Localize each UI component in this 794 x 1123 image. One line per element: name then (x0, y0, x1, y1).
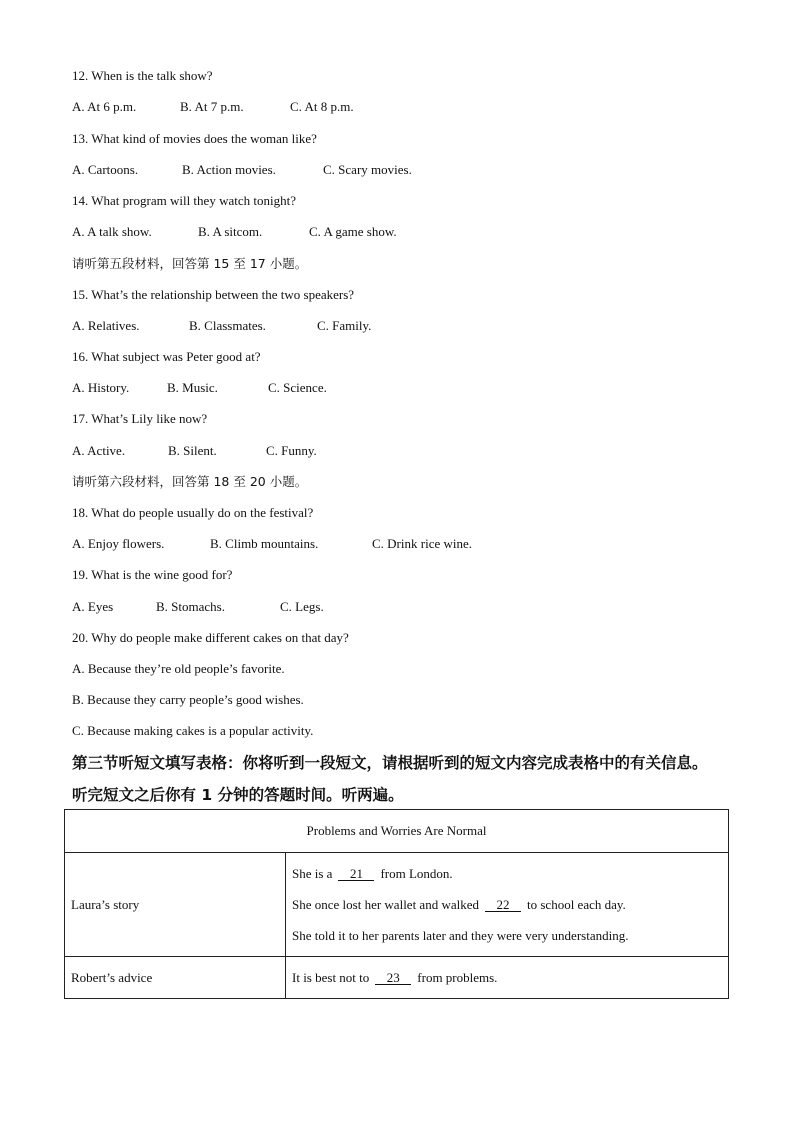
laura-line-2-post: to school each day. (527, 896, 626, 912)
options-14 (72, 224, 397, 240)
robert-line (292, 970, 722, 986)
option-16-a: A. History. (72, 380, 130, 395)
option-13-b: B. Action movies. (182, 162, 276, 177)
options-12 (72, 99, 354, 115)
option-18-a: A. Enjoy flowers. (72, 536, 165, 551)
question-18: 18. What do people usually do on the festival? (72, 505, 314, 520)
instruction-part6: 请听第六段材料，回答第 18 至 20 小题。 (72, 474, 308, 489)
option-12-c: C. At 8 p.m. (290, 99, 354, 114)
laura-line-1-text: She is a (292, 865, 333, 881)
option-14-a: A. A talk show. (72, 224, 152, 239)
option-19-b: B. Stomachs. (156, 599, 225, 614)
option-14-c: C. A game show. (309, 224, 397, 239)
laura-line-2-text: She once lost her wallet and walked (292, 896, 479, 912)
option-19-c: C. Legs. (280, 599, 324, 614)
options-13 (72, 162, 412, 178)
question-14: 14. What program will they watch tonight? (72, 193, 296, 208)
option-17-a: A. Active. (72, 443, 126, 458)
table-title: Problems and Worries Are Normal (65, 810, 729, 853)
question-16: 16. What subject was Peter good at? (72, 349, 261, 364)
options-17 (72, 443, 317, 459)
robert-details (286, 957, 729, 999)
story-table (64, 809, 729, 999)
section3-heading-line1: 第三节听短文填写表格：你将听到一段短文，请根据听到的短文内容完成表格中的有关信息。 (72, 754, 708, 772)
laura-label: Laura’s story (65, 853, 286, 957)
option-15-a: A. Relatives. (72, 318, 140, 333)
blank-23[interactable]: 23 (375, 971, 411, 985)
table-row-robert (65, 957, 729, 999)
option-15-c: C. Family. (317, 318, 372, 333)
robert-line-post: from problems. (417, 969, 498, 985)
question-17: 17. What’s Lily like now? (72, 411, 208, 426)
option-15-b: B. Classmates. (189, 318, 266, 333)
option-17-c: C. Funny. (266, 443, 317, 458)
option-16-c: C. Science. (268, 380, 327, 395)
laura-line-1 (292, 866, 722, 882)
blank-21[interactable]: 21 (338, 867, 374, 881)
question-20: 20. Why do people make different cakes on that day? (72, 630, 349, 645)
option-20-a: A. Because they’re old people’s favorite. (72, 661, 285, 676)
robert-line-text: It is best not to (292, 969, 370, 985)
option-12-a: A. At 6 p.m. (72, 99, 137, 114)
options-15 (72, 318, 371, 334)
blank-22[interactable]: 22 (485, 898, 521, 912)
option-13-a: A. Cartoons. (72, 162, 139, 177)
option-16-b: B. Music. (167, 380, 218, 395)
options-16 (72, 380, 327, 396)
question-19: 19. What is the wine good for? (72, 567, 233, 582)
option-18-c: C. Drink rice wine. (372, 536, 473, 551)
laura-line-1-post: from London. (380, 865, 453, 881)
options-19 (72, 599, 324, 615)
question-15: 15. What’s the relationship between the two speakers? (72, 287, 355, 302)
option-20-b: B. Because they carry people’s good wishes. (72, 692, 304, 707)
section3-heading-line2: 听完短文之后你有 1 分钟的答题时间。听两遍。 (72, 786, 404, 804)
options-18 (72, 536, 472, 552)
option-13-c: C. Scary movies. (323, 162, 412, 177)
laura-line-2 (292, 897, 722, 913)
instruction-part5: 请听第五段材料，回答第 15 至 17 小题。 (72, 256, 308, 271)
question-12: 12. When is the talk show? (72, 68, 213, 83)
robert-label: Robert’s advice (65, 957, 286, 999)
option-12-b: B. At 7 p.m. (180, 99, 244, 114)
option-20-c: C. Because making cakes is a popular activity. (72, 723, 314, 738)
option-18-b: B. Climb mountains. (210, 536, 319, 551)
option-19-a: A. Eyes (72, 599, 114, 614)
laura-details (286, 853, 729, 957)
option-17-b: B. Silent. (168, 443, 217, 458)
laura-line-3: She told it to her parents later and they were very understanding. (292, 927, 629, 943)
table-row-laura (65, 853, 729, 957)
option-14-b: B. A sitcom. (198, 224, 263, 239)
question-13: 13. What kind of movies does the woman like? (72, 131, 317, 146)
